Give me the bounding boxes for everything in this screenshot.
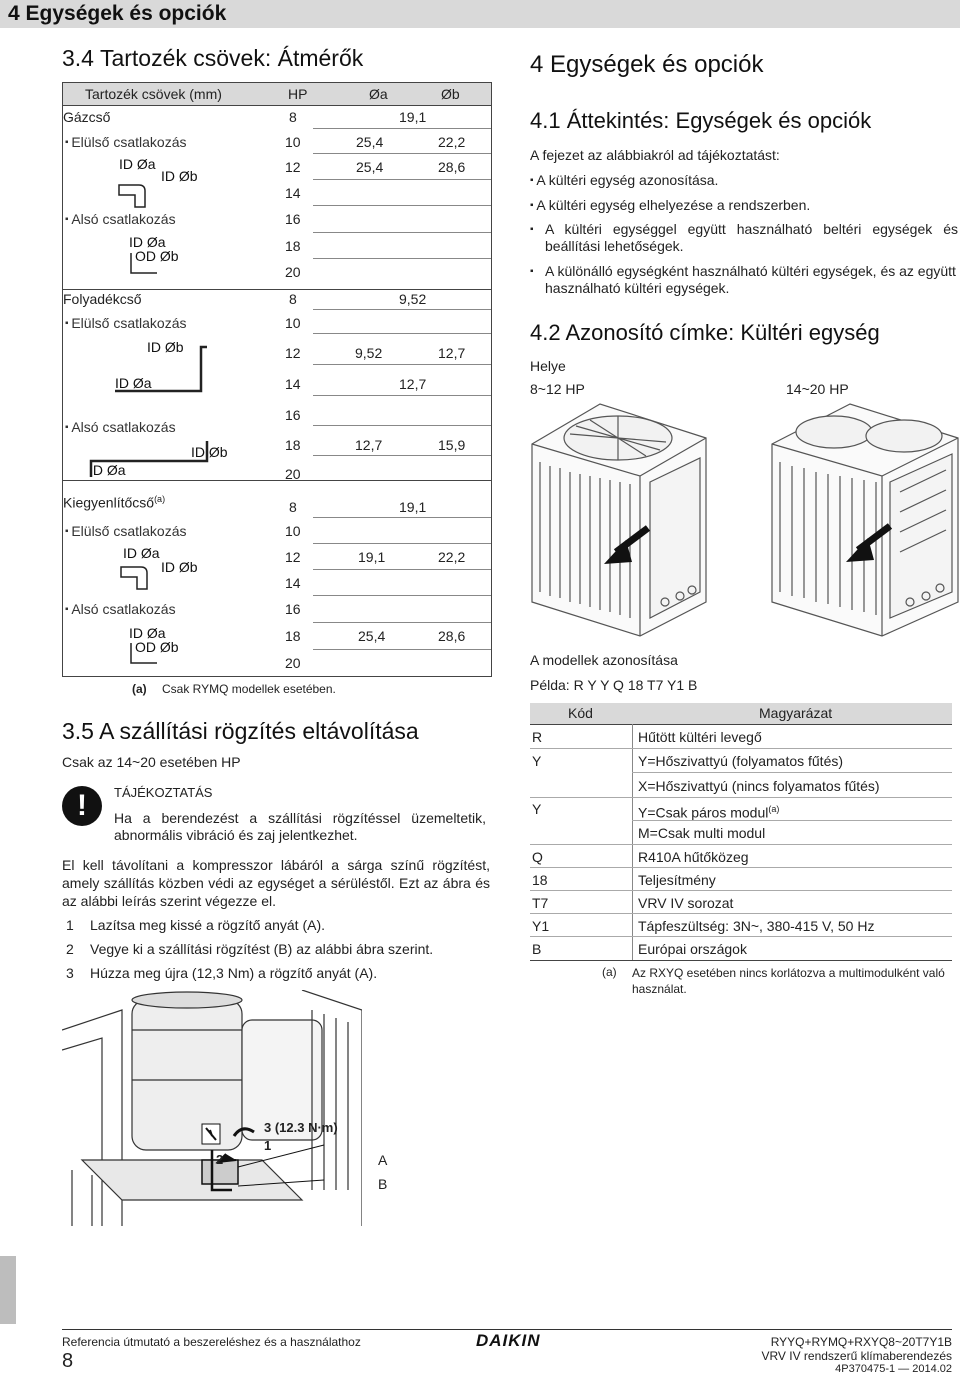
list-item: ▪ A kültéri egység azonosítása. [530,172,958,189]
daikin-logo: DAIKIN [476,1331,541,1350]
row-line [313,622,491,623]
row-line [313,364,491,365]
hp-value: 10 [285,134,301,150]
hp-value: 12 [285,345,301,361]
list-item: ▪ A különálló egységként használható kültéri egységek, és az együtt használható kültéri egységek. [530,263,956,296]
liquid-front-id-a: ID Øa [115,375,152,391]
gas-ob-value: 22,2 [438,134,466,150]
liquid-ob-value: 12,7 [438,345,466,361]
row-line [313,595,491,596]
equal-ob-value: 22,2 [438,549,466,565]
table-header-row [530,703,952,724]
models-title: A modellek azonosítása [530,652,678,668]
equal-front-id-a: ID Øa [123,545,160,561]
row-line [313,569,491,570]
footer-rule [62,1329,952,1330]
hp-value: 10 [285,523,301,539]
hp-value: 16 [285,601,301,617]
fig-label-a: A [378,1152,388,1168]
col-header-desc: Magyarázat [759,705,833,721]
pipes-footnote: Csak RYMQ modellek esetében. [162,682,336,696]
equal-bottom-label: ▪ Alsó csatlakozás [65,601,176,618]
step-text: Húzza meg újra (12,3 Nm) a rögzítő anyát (A). [90,965,378,981]
gas-bottom-od-b: OD Øb [135,248,179,264]
step-text: Vegye ki a szállítási rögzítést (B) az alábbi ábra szerint. [90,941,434,957]
footer-model: RYYQ+RYMQ+RXYQ8~20T7Y1B [770,1335,952,1349]
hp-value: 20 [285,466,301,482]
list-item: ▪ A kültéri egységgel együtt használható beltéri egységek és beállítási lehetőségek. [530,221,958,254]
gas-front-id-a: ID Øa [119,156,156,172]
hp-value: 12 [285,159,301,175]
notice-text: Ha a berendezést a szállítási rögzítéssel üzemeltetik, abnormális vibráció és zaj jelentkezhet. [114,810,486,843]
fig-step-2: 2 [216,1152,224,1167]
row-line [313,205,491,206]
group-divider [63,289,491,290]
liquid-oa-value: 12,7 [355,437,383,453]
hp-value: 20 [285,655,301,671]
straight-pipe-icon [129,643,159,667]
elbow-pipe-icon [117,183,147,209]
hp-value: 14 [285,376,301,392]
row-line [313,232,491,233]
liquid-front-id-b: ID Øb [147,339,184,355]
hp-value: 18 [285,238,301,254]
pipes-footnote-mark: (a) [132,682,147,696]
liquid-front-label: ▪ Elülső csatlakozás [65,315,187,332]
table-footnote-mark: (a) [602,965,617,979]
row-line [313,309,491,310]
gas-bottom-label: ▪ Alsó csatlakozás [65,211,176,228]
straight-pipe-icon [129,253,159,277]
gas-ob-value: 28,6 [438,159,466,175]
col-header-hp: HP [288,86,308,102]
section-3-5-title: 3.5 A szállítási rögzítés eltávolítása [62,718,419,744]
gas-front-id-b: ID Øb [161,168,198,184]
row-line [313,258,491,259]
hp-value: 8 [289,499,297,515]
hp-value: 18 [285,628,301,644]
step-number: 1 [66,917,74,933]
col-header-pipes: Tartozék csövek (mm) [85,86,222,102]
step-number: 2 [66,941,74,957]
page-side-tab [0,1256,16,1324]
outdoor-unit-small-icon [530,402,710,638]
hp-value: 8 [289,109,297,125]
row-line [313,455,491,456]
col-header-code: Kód [568,705,593,721]
helye-label: Helye [530,358,566,374]
footer-left-text: Referencia útmutató a beszereléshez és a használathoz [62,1335,361,1349]
row-line [313,517,491,518]
row-line [313,333,491,334]
col-header-ob: Øb [441,86,460,102]
hp-value: 16 [285,211,301,227]
list-item: ▪ A kültéri egység elhelyezése a rendszerben. [530,197,958,214]
hp-value: 8 [289,291,297,307]
liquid-merged-value: 12,7 [399,376,427,392]
liquid-pipe-front-icon [113,341,209,395]
footer-docnum: 4P370475-1 — 2014.02 [835,1363,952,1375]
example-line: Példa: R Y Y Q 18 T7 Y1 B [530,677,698,693]
liquid-pipe-bottom-icon [89,439,239,479]
equal-merged-value: 19,1 [399,499,427,515]
hp-value: 20 [285,264,301,280]
liquid-bottom-id-a: ID Øa [89,462,126,478]
caption-14-20hp: 14~20 HP [786,381,849,397]
step-number: 3 [66,965,74,981]
hp-value: 18 [285,437,301,453]
sec35-intro: Csak az 14~20 esetében HP [62,754,241,770]
model-code-table: Kód Magyarázat R Hűtött kültéri levegő Y Y=Hőszivattyú (folyamatos fűtés) X=Hőszivattyú (nincs folyamatos fűtés) Y Y=Csak páros modul$^{(a)}$ M=Csak multi modul Q R410A hűtőközeg 18 Teljesítmény T7 VRV IV sorozat Y1 Tápfeszültség: 3N~, 380-415 V, 50 Hz B Európai országok [530,703,952,960]
chapter-4-title: 4 Egységek és opciók [530,51,764,78]
page-header-title: 4 Egységek és opciók [8,2,227,25]
fig-step-1: 1 [264,1138,272,1153]
section-4-2-title: 4.2 Azonosító címke: Kültéri egység [530,320,880,345]
liquid-pipe-label: Folyadékcső [63,291,142,307]
col-header-oa: Øa [369,86,388,102]
notice-title: TÁJÉKOZTATÁS [114,785,213,800]
equal-front-id-b: ID Øb [161,559,198,575]
row-line [313,649,491,650]
section-3-4-title: 3.4 Tartozék csövek: Átmérők [62,45,364,71]
equal-bottom-od-b: OD Øb [135,639,179,655]
hp-value: 12 [285,549,301,565]
compressor-figure [62,990,362,1226]
equal-ob-value: 28,6 [438,628,466,644]
section-4-1-title: 4.1 Áttekintés: Egységek és opciók [530,108,872,133]
pipe-diameter-table [62,82,492,677]
group-divider [63,480,491,481]
liquid-ob-value: 15,9 [438,437,466,453]
gas-merged-value: 19,1 [399,109,427,125]
caption-8-12hp: 8~12 HP [530,381,585,397]
row-line [313,543,491,544]
gas-bottom-id-a: ID Øa [129,234,166,250]
warning-icon: ! [62,786,102,826]
sec41-intro: A fejezet az alábbiakról ad tájékoztatást: [530,147,780,163]
footer-product: VRV IV rendszerű klímaberendezés [761,1349,952,1363]
row-line [313,395,491,396]
page-number: 8 [62,1350,74,1372]
row-line [313,153,491,154]
equal-front-label: ▪ Elülső csatlakozás [65,523,187,540]
elbow-pipe-icon [119,565,149,591]
table-footnote: Az RXYQ esetében nincs korlátozva a multimodulként való használat. [632,966,945,996]
outdoor-unit-large-icon [770,402,960,638]
hp-value: 16 [285,407,301,423]
row-line [313,128,491,129]
hp-value: 14 [285,575,301,591]
row-line [313,425,491,426]
row-line [313,179,491,180]
fig-label-b: B [378,1176,388,1192]
hp-value: 10 [285,315,301,331]
gas-oa-value: 25,4 [356,159,384,175]
liquid-merged-value: 9,52 [399,291,427,307]
liquid-oa-value: 9,52 [355,345,383,361]
gas-pipe-label: Gázcső [63,109,111,125]
step-text: Lazítsa meg kissé a rögzítő anyát (A). [90,917,325,933]
liquid-bottom-id-b: ID Øb [191,444,228,460]
equal-oa-value: 19,1 [358,549,386,565]
equal-oa-value: 25,4 [358,628,386,644]
equal-bottom-id-a: ID Øa [129,625,166,641]
sec35-paragraph: El kell távolítani a kompresszor lábáról a sárga színű rögzítést, amely szállítás közben védi az egységet a sérüléstől. Ezt az ábra és az alábbi leírás szerint végezze el. [62,857,490,909]
gas-oa-value: 25,4 [356,134,384,150]
hp-value: 14 [285,185,301,201]
gas-front-label: ▪ Elülső csatlakozás [65,134,187,151]
equal-pipe-label: Kiegyenlítőcső$^{(a)}$ [63,494,166,511]
liquid-bottom-label: ▪ Alsó csatlakozás [65,419,176,436]
fig-torque-label: 3 (12.3 N·m) [264,1120,338,1135]
